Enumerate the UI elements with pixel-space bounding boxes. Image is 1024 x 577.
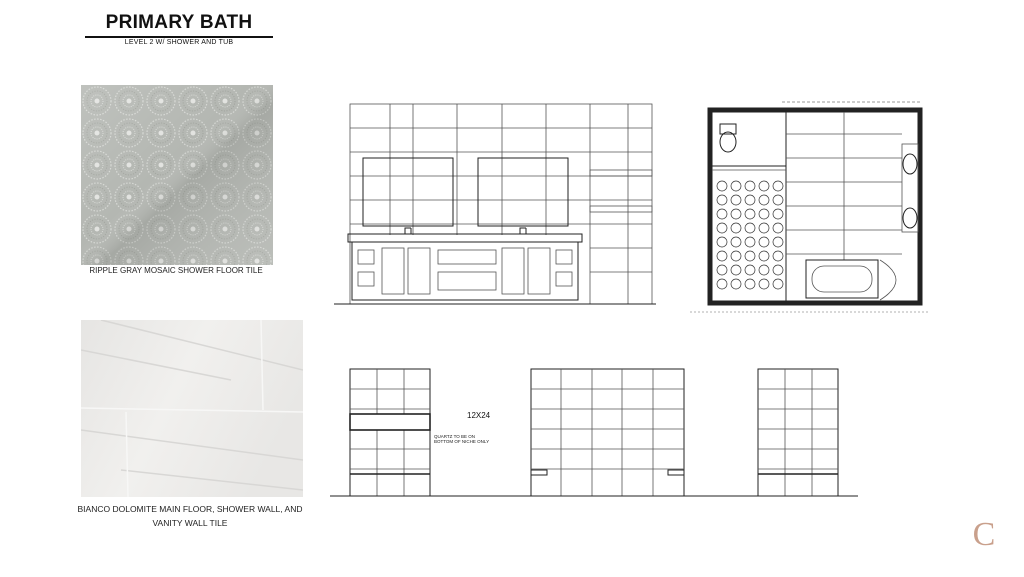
- floor-plan-drawing: [690, 94, 930, 318]
- tile-size-label: 12X24: [467, 411, 491, 420]
- page-title: PRIMARY BATH: [105, 12, 253, 33]
- ripple-gray-mosaic-swatch: [81, 85, 273, 265]
- brand-logo: C: [972, 516, 996, 553]
- ripple-gray-caption: RIPPLE GRAY MOSAIC SHOWER FLOOR TILE: [89, 266, 263, 275]
- shower-back-wall-elevation: [531, 369, 684, 496]
- bianco-dolomite-caption: BIANCO DOLOMITE MAIN FLOOR, SHOWER WALL, AND VANITY WALL TILE: [77, 504, 303, 528]
- vanity-elevation-drawing: [330, 100, 660, 310]
- mosaic-pattern: [81, 85, 273, 265]
- page-subtitle: LEVEL 2 W/ SHOWER AND TUB: [124, 39, 234, 46]
- shower-side-wall-elevation: [758, 369, 838, 496]
- dolomite-texture: [81, 320, 303, 497]
- bianco-dolomite-swatch: [81, 320, 303, 497]
- niche-note: QUARTZ TO BE ON BOTTOM OF NICHE ONLY: [434, 434, 490, 444]
- shower-wall-elevations: [330, 366, 860, 498]
- shower-niche-elevation: [350, 369, 430, 496]
- title-underline: [85, 36, 273, 38]
